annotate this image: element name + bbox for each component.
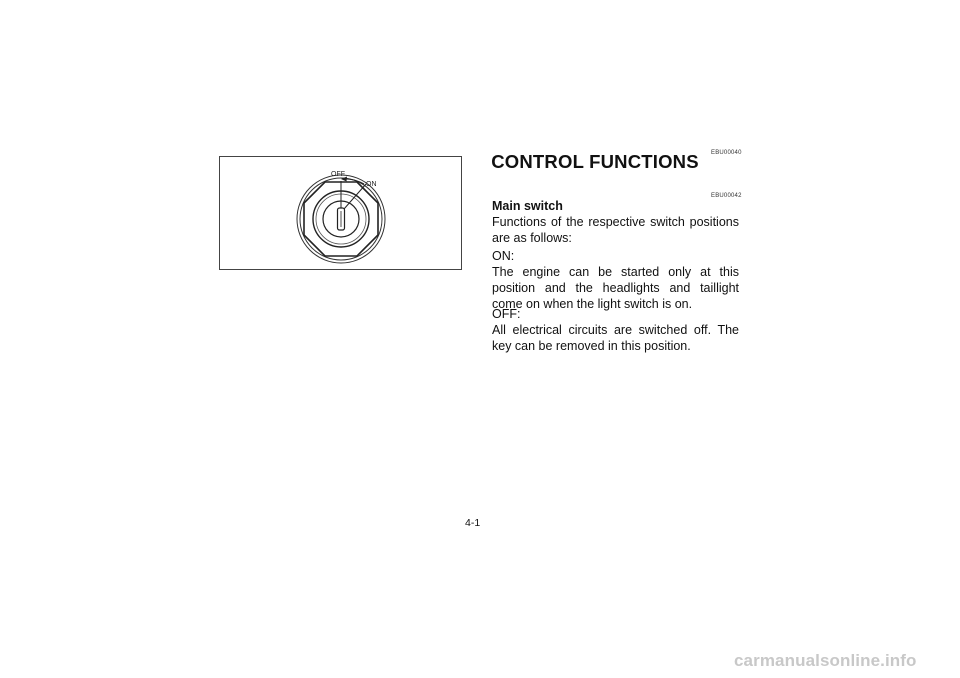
- page-number: 4-1: [465, 517, 481, 529]
- on-position-description: The engine can be started only at this position and the headlights and taillight come on when the light switch is on.: [492, 265, 739, 311]
- off-position-label: OFF: [331, 171, 345, 178]
- section-reference-code: EBU00042: [711, 193, 742, 199]
- intro-paragraph: Functions of the respective switch positions are as follows:: [492, 215, 739, 245]
- watermark: carmanualsonline.info: [734, 651, 917, 670]
- on-position-heading: ON:: [492, 249, 515, 263]
- off-position-heading: OFF:: [492, 307, 521, 321]
- title-reference-code: EBU00040: [711, 150, 742, 156]
- main-switch-figure: [219, 156, 462, 270]
- section-heading: Main switch: [492, 199, 563, 213]
- on-position-label: ON: [366, 181, 377, 188]
- off-position-description: All electrical circuits are switched off. The key can be removed in this position.: [492, 323, 739, 353]
- page-title: CONTROL FUNCTIONS: [491, 151, 699, 172]
- main-switch-illustration: [220, 157, 463, 271]
